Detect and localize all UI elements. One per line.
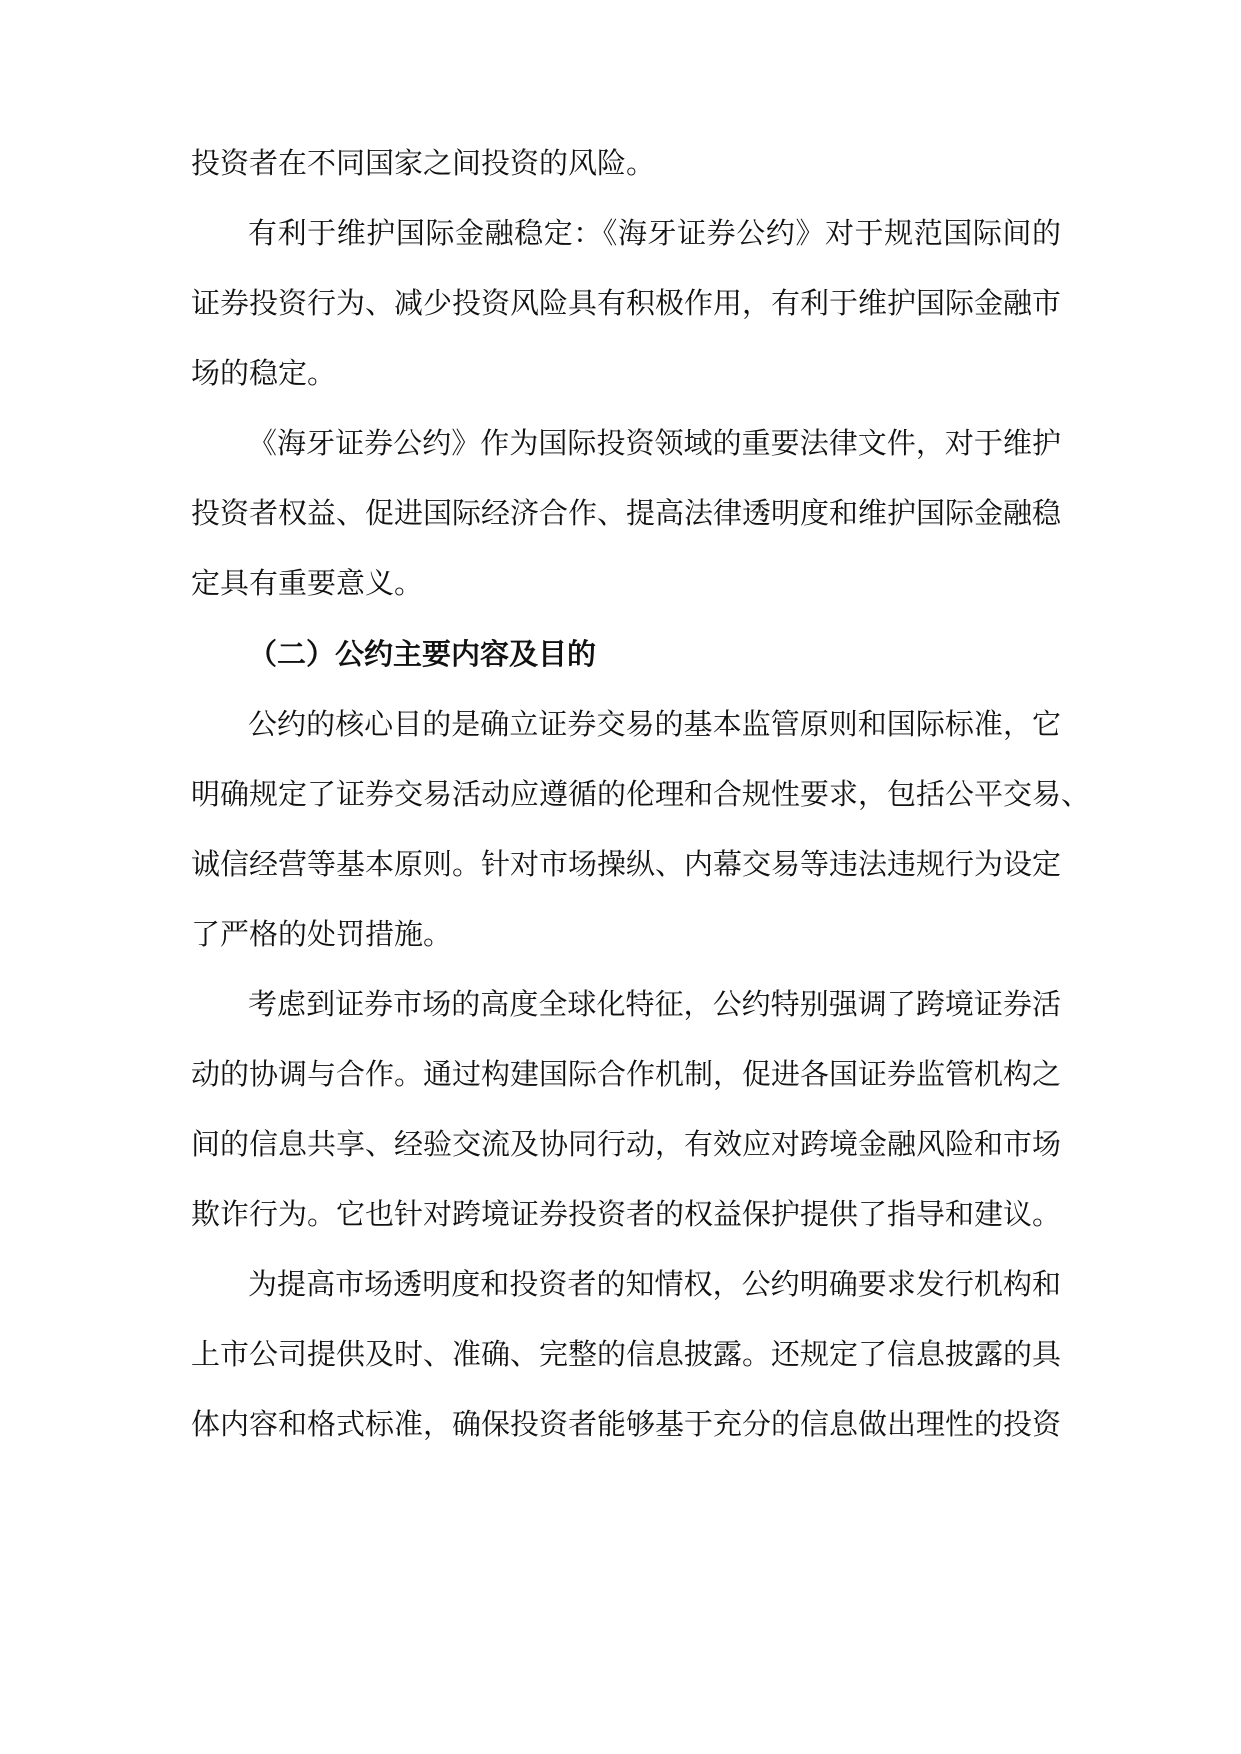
paragraph-7-line-3: 体内容和格式标准，确保投资者能够基于充分的信息做出理性的投资 — [191, 1407, 1062, 1441]
paragraph-6-line-3: 间的信息共享、经验交流及协同行动，有效应对跨境金融风险和市场 — [191, 1127, 1062, 1161]
paragraph-7-line-2: 上市公司提供及时、准确、完整的信息披露。还规定了信息披露的具 — [191, 1337, 1062, 1371]
paragraph-5-line-3: 诚信经营等基本原则。针对市场操纵、内幕交易等违法违规行为设定 — [191, 847, 1062, 881]
paragraph-5-line-2: 明确规定了证券交易活动应遵循的伦理和合规性要求，包括公平交易、 — [191, 777, 1091, 811]
paragraph-7-line-1: 为提高市场透明度和投资者的知情权，公约明确要求发行机构和 — [248, 1267, 1061, 1301]
paragraph-6-line-1: 考虑到证券市场的高度全球化特征，公约特别强调了跨境证券活 — [248, 987, 1061, 1021]
paragraph-2-line-1: 有利于维护国际金融稳定：《海牙证券公约》对于规范国际间的 — [248, 216, 1061, 250]
paragraph-2-line-3: 场的稳定。 — [191, 356, 337, 390]
paragraph-5-line-4: 了严格的处罚措施。 — [191, 917, 453, 951]
paragraph-6-line-2: 动的协调与合作。通过构建国际合作机制，促进各国证券监管机构之 — [191, 1057, 1062, 1091]
paragraph-3-line-2: 投资者权益、促进国际经济合作、提高法律透明度和维护国际金融稳 — [191, 496, 1062, 530]
paragraph-5-line-1: 公约的核心目的是确立证券交易的基本监管原则和国际标准，它 — [248, 707, 1061, 741]
paragraph-2-line-2: 证券投资行为、减少投资风险具有积极作用，有利于维护国际金融市 — [191, 286, 1062, 320]
paragraph-1-line-1: 投资者在不同国家之间投资的风险。 — [191, 146, 656, 180]
paragraph-3-line-3: 定具有重要意义。 — [191, 566, 424, 600]
paragraph-3-line-1: 《海牙证券公约》作为国际投资领域的重要法律文件，对于维护 — [248, 426, 1061, 460]
section-heading: （二）公约主要内容及目的 — [248, 637, 597, 671]
paragraph-6-line-4: 欺诈行为。它也针对跨境证券投资者的权益保护提供了指导和建议。 — [191, 1197, 1062, 1231]
